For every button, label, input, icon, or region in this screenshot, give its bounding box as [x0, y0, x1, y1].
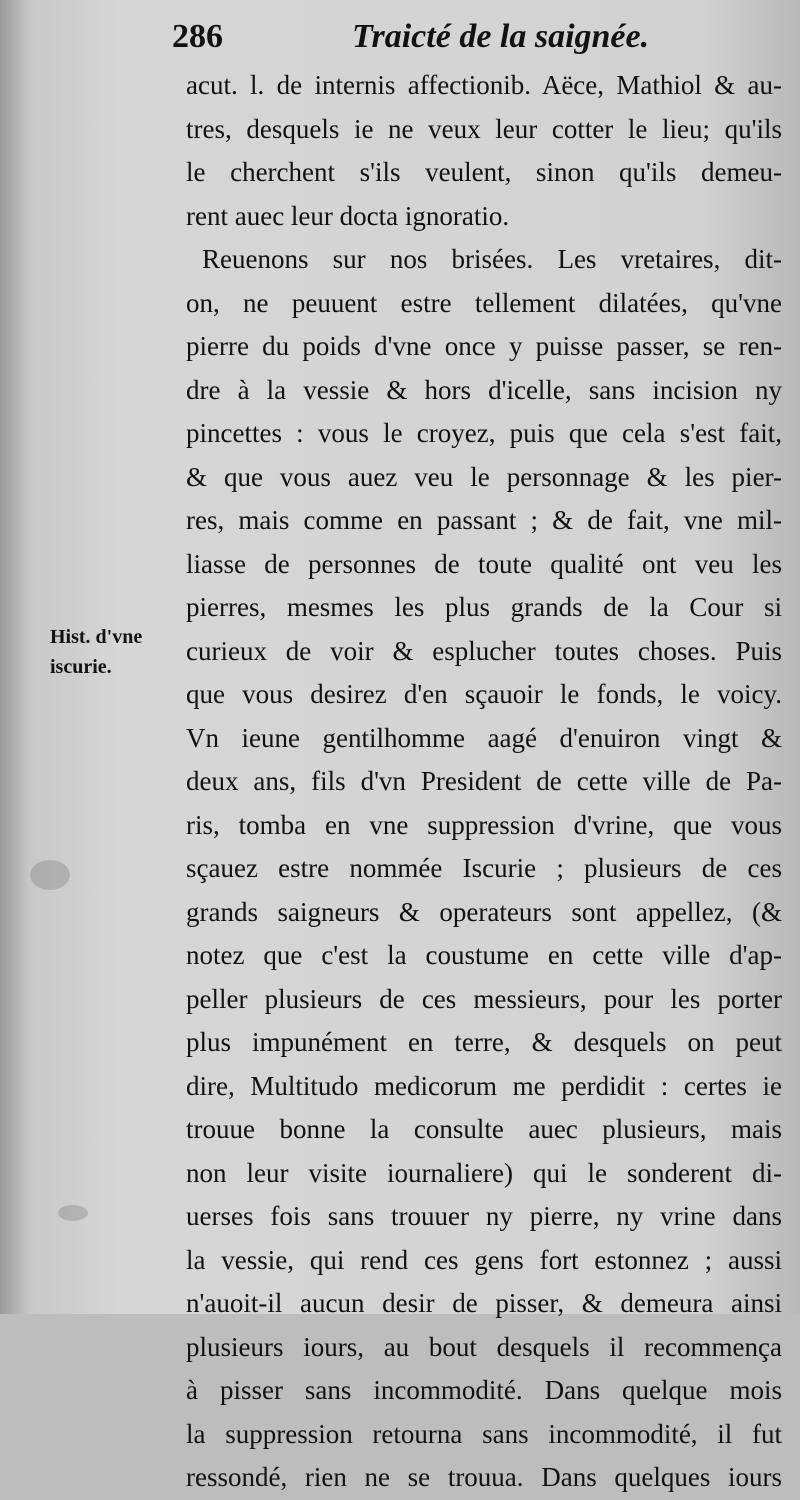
paper-stain: [58, 1205, 88, 1221]
text-line: tres, desquels ie ne veux leur cotter le lieu; qu'ils: [186, 113, 782, 144]
text-line: acut. l. de internis affectionib. Aëce, Mathiol & au-: [186, 70, 782, 100]
text-line: curieux de voir & esplucher toutes choses. Puis: [186, 635, 782, 666]
text-line: pincettes : vous le croyez, puis que cela s'est fait,: [186, 418, 782, 448]
text-line: Reuenons sur nos brisées. Les vretaires, dit-: [202, 244, 782, 274]
text-line: & que vous auez veu le personnage & les pier-: [186, 461, 782, 492]
margin-note-line: iscurie.: [50, 656, 112, 678]
text-line: pierre du poids d'vne once y puisse passer, se ren-: [186, 331, 782, 361]
text-line: la vessie, qui rend ces gens fort estonnez ; aussi: [186, 1244, 782, 1275]
text-line: grands saigneurs & operateurs sont appellez, (&: [186, 896, 782, 927]
text-line: uerses fois sans trouuer ny pierre, ny vrine dans: [186, 1201, 782, 1231]
text-line: à pisser sans incommodité. Dans quelque mois: [186, 1375, 782, 1405]
text-line: Vn ieune gentilhomme aagé d'enuiron vingt &: [186, 722, 782, 753]
text-line: la suppression retourna sans incommodité, il fut: [186, 1418, 782, 1449]
text-line: trouue bonne la consulte auec plusieurs, mais: [186, 1114, 782, 1144]
text-line: peller plusieurs de ces messieurs, pour les porter: [186, 983, 782, 1014]
text-line: non leur visite iournaliere) qui le sonderent di-: [186, 1157, 782, 1188]
text-line: ressondé, rien ne se trouua. Dans quelques iours: [186, 1462, 782, 1492]
body-text: [186, 64, 782, 1500]
text-line: rent auec leur docta ignoratio.: [186, 200, 510, 231]
margin-note: [50, 622, 160, 682]
running-title: Traicté de la saignée.: [352, 18, 650, 55]
text-line: notez que c'est la coustume en cette ville d'ap-: [186, 940, 782, 970]
text-line: ris, tomba en vne suppression d'vrine, que vous: [186, 809, 782, 840]
text-line: le cherchent s'ils veulent, sinon qu'ils demeu-: [186, 157, 782, 187]
text-line: sçauez estre nommée Iscurie ; plusieurs de ces: [186, 853, 782, 883]
text-line: dre à la vessie & hors d'icelle, sans incision ny: [186, 374, 782, 405]
page-number: 286: [172, 18, 223, 55]
paper-stain: [30, 860, 70, 890]
text-line: on, ne peuuent estre tellement dilatées, qu'vne: [186, 287, 782, 318]
text-line: n'auoit-il aucun desir de pisser, & demeura ainsi: [186, 1288, 782, 1318]
page-header: [172, 18, 782, 62]
margin-note-line: Hist. d'vne: [50, 626, 143, 648]
text-line: que vous desirez d'en sçauoir le fonds, le voicy.: [186, 679, 782, 709]
text-line: liasse de personnes de toute qualité ont veu les: [186, 548, 782, 579]
text-line: deux ans, fils d'vn President de cette ville de Pa-: [186, 766, 782, 796]
text-line: plus impunément en terre, & desquels on peut: [186, 1027, 782, 1057]
text-line: dire, Multitudo medicorum me perdidit : certes ie: [186, 1070, 782, 1101]
text-line: res, mais comme en passant ; & de fait, vne mil-: [186, 505, 782, 535]
text-line: pierres, mesmes les plus grands de la Cour si: [186, 592, 782, 622]
text-line: plusieurs iours, au bout desquels il recommença: [186, 1331, 782, 1362]
